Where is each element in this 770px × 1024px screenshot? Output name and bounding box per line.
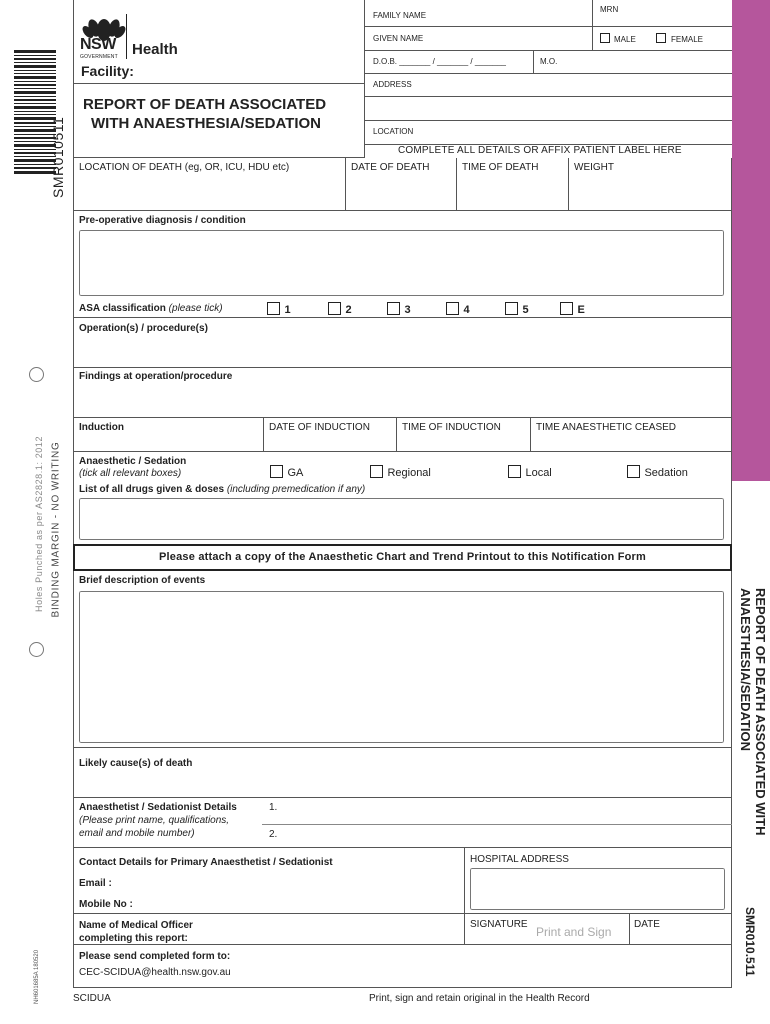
right-bar-title-line1: REPORT OF DEATH ASSOCIATED WITH <box>753 588 768 836</box>
mo-label: M.O. <box>540 57 558 66</box>
time-of-death-label: TIME OF DEATH <box>462 162 539 173</box>
given-name-label: GIVEN NAME <box>373 34 424 43</box>
weight-label: WEIGHT <box>574 162 614 173</box>
asa-option-2[interactable] <box>328 300 352 318</box>
sedation-label: Sedation <box>644 467 688 479</box>
facility-input[interactable] <box>145 62 360 82</box>
time-of-induction-label: TIME OF INDUCTION <box>402 422 501 433</box>
asa-checkbox-3[interactable] <box>387 302 400 315</box>
asa-label: ASA classification <box>79 303 166 314</box>
holes-note: Holes Punched as per AS2828.1: 2012 <box>34 435 44 612</box>
anaesthetist-label-wrap <box>79 801 237 840</box>
drugs-input[interactable] <box>79 498 724 540</box>
anaesthetic-label: Anaesthetic / Sedation <box>79 456 187 467</box>
brief-input[interactable] <box>79 591 724 743</box>
mrn-divider <box>592 0 593 50</box>
induction-div-2 <box>396 418 397 452</box>
given-name-input[interactable] <box>440 28 588 48</box>
row-line-3 <box>365 73 732 74</box>
attach-note: Please attach a copy of the Anaesthetic Chart and Trend Printout to this Notification Form <box>159 551 646 563</box>
asa-hint: (please tick) <box>168 303 223 314</box>
mrn-label: MRN <box>600 5 619 14</box>
form-title <box>83 95 326 133</box>
officer-date-label: DATE <box>634 919 660 930</box>
officer-label-wrap <box>79 919 193 945</box>
asa-option-label-1: 1 <box>284 304 291 316</box>
mo-divider <box>533 50 534 73</box>
operation-input[interactable] <box>79 338 724 364</box>
date-of-death-label: DATE OF DEATH <box>351 162 430 173</box>
officer-date-input[interactable] <box>634 930 728 944</box>
asa-option-3[interactable] <box>387 300 411 318</box>
contact-label: Contact Details for Primary Anaesthetist / Sedationist <box>79 857 333 868</box>
email-label: Email : <box>79 878 112 889</box>
form-code: NH601685A 180520 <box>34 949 40 1004</box>
right-color-bar <box>732 0 770 481</box>
mobile-label: Mobile No : <box>79 899 133 910</box>
date-of-death-input[interactable] <box>351 180 451 206</box>
row-line-2 <box>365 50 732 51</box>
death-div-2 <box>456 158 457 211</box>
anaesthetist-hint2: email and mobile number) <box>79 828 195 839</box>
male-label: MALE <box>614 35 636 44</box>
mobile-input[interactable] <box>148 896 458 912</box>
asa-option-e[interactable] <box>560 300 585 318</box>
asa-option-1[interactable] <box>267 300 291 318</box>
anaesthetist-num-2: 2. <box>269 829 278 840</box>
contact-divider <box>464 848 465 914</box>
time-anaesthetic-ceased-label: TIME ANAESTHETIC CEASED <box>536 422 677 433</box>
asa-checkbox-5[interactable] <box>505 302 518 315</box>
email-input[interactable] <box>125 876 458 892</box>
drugs-label: List of all drugs given & doses <box>79 484 225 495</box>
female-checkbox[interactable] <box>656 33 666 43</box>
location-label: LOCATION <box>373 127 414 136</box>
logo-gov-sub: GOVERNMENT <box>80 54 118 60</box>
row-line-5 <box>365 120 732 121</box>
asa-option-label-4: 4 <box>463 304 470 316</box>
facility-underline <box>73 83 365 84</box>
brief-label: Brief description of events <box>79 575 206 586</box>
drugs-hint: (including premedication if any) <box>226 484 366 495</box>
hospital-address-input[interactable] <box>470 868 725 910</box>
induction-label: Induction <box>79 422 124 433</box>
asa-option-5[interactable] <box>505 300 529 318</box>
officer-label2: completing this report: <box>79 933 188 944</box>
time-anaesthetic-ceased-input[interactable] <box>536 435 726 450</box>
binding-note: BINDING MARGIN - NO WRITING <box>50 441 62 618</box>
asa-label-wrap <box>79 303 223 314</box>
asa-option-label-2: 2 <box>345 304 352 316</box>
mrn-input[interactable] <box>625 4 725 24</box>
death-div-1 <box>345 158 346 211</box>
asa-option-label-5: 5 <box>522 304 529 316</box>
preop-input[interactable] <box>79 230 724 296</box>
likely-input[interactable] <box>79 772 724 794</box>
form-title-line1: REPORT OF DEATH ASSOCIATED <box>83 96 327 113</box>
logo-nsw-text: NSW <box>80 36 116 53</box>
operation-label: Operation(s) / procedure(s) <box>79 323 208 334</box>
likely-label: Likely cause(s) of death <box>79 758 193 769</box>
asa-checkbox-2[interactable] <box>328 302 341 315</box>
death-div-3 <box>568 158 569 211</box>
time-of-death-input[interactable] <box>462 180 562 206</box>
anaesthetic-hint: (tick all relevant boxes) <box>79 468 182 479</box>
officer-label1: Name of Medical Officer <box>79 920 193 931</box>
officer-name-input[interactable] <box>215 924 460 942</box>
anaesthetist-label: Anaesthetist / Sedationist Details <box>79 802 237 813</box>
right-bar-title-line2: ANAESTHESIA/SEDATION <box>738 588 753 751</box>
logo-divider <box>126 14 127 59</box>
facility-label: Facility: <box>81 63 134 79</box>
location-of-death-label: LOCATION OF DEATH (eg, OR, ICU, HDU etc) <box>79 162 290 173</box>
row-line-1 <box>365 26 732 27</box>
hospital-address-label: HOSPITAL ADDRESS <box>470 854 569 865</box>
date-of-induction-label: DATE OF INDUCTION <box>269 422 370 433</box>
send-email-link[interactable]: CEC-SCIDUA@health.nsw.gov.au <box>79 967 231 978</box>
send-label: Please send completed form to: <box>79 951 231 962</box>
drugs-label-wrap <box>79 484 365 495</box>
weight-input[interactable] <box>574 180 727 206</box>
anaesthetist-line-1 <box>262 824 732 825</box>
anaesthetist-input-1[interactable] <box>283 801 723 821</box>
date-of-induction-input[interactable] <box>269 435 391 450</box>
regional-label: Regional <box>387 467 431 479</box>
asa-option-label-3: 3 <box>404 304 411 316</box>
location-of-death-input[interactable] <box>79 180 341 206</box>
findings-input[interactable] <box>79 387 724 413</box>
address-label: ADDRESS <box>373 80 412 89</box>
asa-checkbox-4[interactable] <box>446 302 459 315</box>
print-sign-hint: Print and Sign <box>536 925 612 939</box>
induction-div-3 <box>530 418 531 452</box>
induction-div-1 <box>263 418 264 452</box>
male-checkbox[interactable] <box>600 33 610 43</box>
logo-health-text: Health <box>132 41 178 58</box>
punch-hole-bottom <box>29 642 44 657</box>
form-title-line2: WITH ANAESTHESIA/SEDATION <box>91 115 322 132</box>
asa-checkbox-1[interactable] <box>267 302 280 315</box>
asa-checkbox-e[interactable] <box>560 302 573 315</box>
family-name-label: FAMILY NAME <box>373 11 427 20</box>
footer-center: Print, sign and retain original in the Health Record <box>369 993 590 1004</box>
punch-hole-top <box>29 367 44 382</box>
officer-divider-1 <box>464 914 465 945</box>
signature-label: SIGNATURE <box>470 919 528 930</box>
preop-label: Pre-operative diagnosis / condition <box>79 215 246 226</box>
time-of-induction-input[interactable] <box>402 435 524 450</box>
asa-option-label-e: E <box>577 304 585 316</box>
footer-left: SCIDUA <box>73 993 111 1004</box>
mo-input[interactable] <box>565 52 725 71</box>
asa-option-4[interactable] <box>446 300 470 318</box>
family-name-input[interactable] <box>440 4 588 24</box>
right-bar-code: SMR010.511 <box>743 907 757 977</box>
address-input[interactable] <box>373 99 723 118</box>
female-label: FEMALE <box>671 35 704 44</box>
barcode-code: SMR010511 <box>50 116 66 198</box>
ga-label: GA <box>287 467 304 479</box>
officer-divider-2 <box>629 914 630 945</box>
findings-label: Findings at operation/procedure <box>79 371 233 382</box>
anaesthetist-num-1: 1. <box>269 802 278 813</box>
row-line-4 <box>365 96 732 97</box>
anaesthetist-input-2[interactable] <box>283 827 723 845</box>
local-label: Local <box>525 467 552 479</box>
dob-label: D.O.B. _______ / _______ / _______ <box>373 57 506 66</box>
anaesthetist-hint1: (Please print name, qualifications, <box>79 815 230 826</box>
complete-note: COMPLETE ALL DETAILS OR AFFIX PATIENT LABEL HERE <box>398 145 682 156</box>
